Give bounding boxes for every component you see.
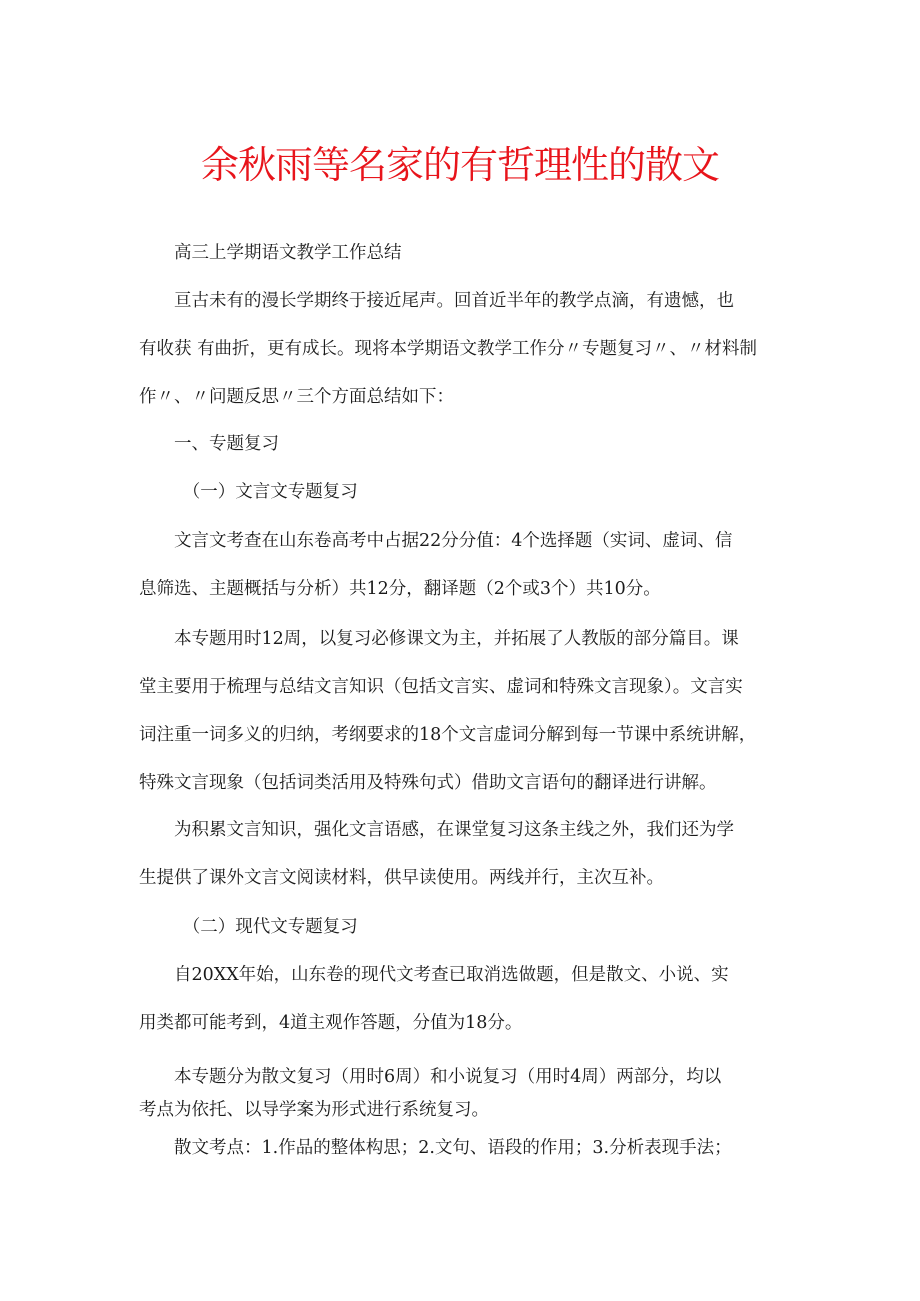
text-line: 散文考点：1.作品的整体构思；2.文句、语段的作用；3.分析表现手法； — [139, 1138, 732, 1158]
text-line: 用类都可能考到，4道主观作答题，分值为18分。 — [139, 1013, 523, 1033]
text-line: 本专题分为散文复习（用时6周）和小说复习（用时4周）两部分，均以 — [139, 1067, 722, 1087]
paragraph-modern-plan — [139, 1061, 789, 1127]
paragraph-intro — [139, 277, 789, 421]
paragraph-classical-scores — [139, 517, 789, 613]
text-line: 堂主要用于梳理与总结文言知识（包括文言实、虚词和特殊文言现象）。文言实 — [139, 677, 743, 697]
text-line: （二）现代文专题复习 — [139, 917, 358, 937]
subsection-heading — [139, 903, 789, 951]
text-line: 为积累文言知识，强化文言语感，在课堂复习这条主线之外，我们还为学 — [139, 820, 734, 840]
subsection-heading — [139, 468, 789, 516]
text-line: 自20XX年始，山东卷的现代文考查已取消选做题，但是散文、小说、实 — [139, 965, 729, 985]
text-line: 息筛选、主题概括与分析）共12分，翻译题（2个或3个）共10分。 — [139, 579, 661, 599]
text-line: （一）文言文专题复习 — [139, 482, 358, 502]
text-line: 考点为依托、以导学案为形式进行系统复习。 — [139, 1100, 489, 1120]
section-heading — [139, 420, 789, 468]
paragraph-extra-reading — [139, 806, 789, 902]
paragraph-modern-exam — [139, 951, 789, 1047]
text-line: 文言文考查在山东卷高考中占据22分分值：4个选择题（实词、虚词、信 — [139, 531, 733, 551]
text-line: 一、专题复习 — [139, 434, 279, 454]
text-line: 亘古未有的漫长学期终于接近尾声。回首近半年的教学点滴，有遗憾，也 — [139, 291, 734, 311]
text-line: 词注重一词多义的归纳，考纲要求的18个文言虚词分解到每一节课中系统讲解， — [139, 725, 757, 745]
paragraph-essay-points — [139, 1124, 789, 1172]
paragraph-subtitle — [139, 229, 789, 277]
text-line: 生提供了课外文言文阅读材料，供早读使用。两线并行，主次互补。 — [139, 868, 664, 888]
text-line: 作〃、〃问题反思〃三个方面总结如下： — [139, 387, 454, 407]
document-title: 余秋雨等名家的有哲理性的散文 — [200, 143, 719, 187]
paragraph-classical-method — [139, 615, 789, 807]
text-line: 有收获 有曲折，更有成长。现将本学期语文教学工作分〃专题复习〃、〃材料制 — [139, 339, 758, 359]
text-line: 特殊文言现象（包括词类活用及特殊句式）借助文言语句的翻译进行讲解。 — [139, 773, 717, 793]
text-line: 高三上学期语文教学工作总结 — [139, 243, 402, 263]
text-line: 本专题用时12周，以复习必修课文为主，并拓展了人教版的部分篇目。课 — [139, 629, 739, 649]
